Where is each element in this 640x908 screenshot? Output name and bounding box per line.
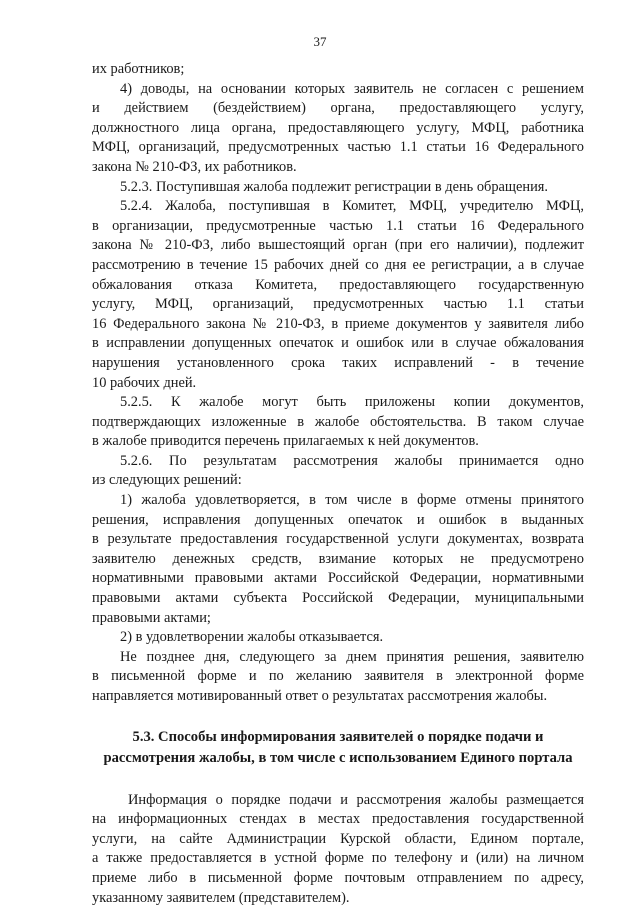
paragraph — [92, 791, 584, 908]
paragraphs — [92, 60, 584, 707]
paragraph — [92, 491, 584, 628]
paragraph — [92, 452, 584, 491]
text-line: в результате предоставления государственной услуги документах, возврата — [92, 531, 584, 548]
text-line: указанному заявителем (представителем). — [92, 889, 350, 906]
final-paragraph — [92, 791, 584, 908]
paragraph — [92, 628, 584, 648]
text-line: на информационных стендах в местах предоставления государственной — [92, 811, 584, 828]
text-line: рассмотрению в течение 15 рабочих дней со дня ее регистрации, а в случае — [92, 256, 584, 273]
spacer — [92, 769, 584, 791]
text-line: и действием (бездействием) органа, предоставляющего услугу, — [92, 100, 584, 117]
text-line: правовыми актами субъекта Российской Федерации, муниципальными — [92, 590, 584, 607]
section-heading-line-1: 5.3. Способы информирования заявителей о порядке подачи и — [132, 728, 544, 745]
paragraph — [92, 178, 584, 198]
text-line: в исправлении допущенных опечаток и ошибок или в случае обжалования — [92, 335, 584, 352]
paragraph — [92, 80, 584, 178]
paragraph — [92, 648, 584, 707]
text-line: должностного лица органа, предоставляющего услугу, МФЦ, работника — [92, 119, 584, 136]
text-line: направляется мотивированный ответ о результатах рассмотрения жалобы. — [92, 688, 548, 704]
text-line: 2) в удовлетворении жалобы отказывается. — [120, 629, 384, 646]
text-line: в письменной форме и по желанию заявителя в электронной форме — [92, 668, 584, 685]
text-line: нормативными правовыми актами Российской Федерации, нормативными — [92, 570, 584, 587]
text-line: 5.2.6. По результатам рассмотрения жалобы принимается одно — [120, 452, 584, 469]
paragraph — [92, 60, 584, 80]
text-line: услуги, на сайте Администрации Курской области, Едином портале, — [92, 830, 584, 847]
text-line: 10 рабочих дней. — [92, 374, 197, 391]
text-line: услугу, МФЦ, организаций, предусмотренных частью 1.1 статьи — [92, 296, 584, 313]
text-line: 5.2.3. Поступившая жалоба подлежит регистрации в день обращения. — [120, 178, 549, 195]
page-number: 37 — [313, 34, 327, 49]
text-line: 1) жалоба удовлетворяется, в том числе в форме отмены принятого — [120, 492, 584, 509]
text-line: в организации, предусмотренные частью 1.1 статьи 16 Федерального — [92, 217, 584, 234]
text-line: закона № 210-ФЗ, их работников. — [92, 158, 297, 175]
text-line: Информация о порядке подачи и рассмотрения жалобы размещается — [128, 791, 584, 808]
text-line: 4) доводы, на основании которых заявитель не согласен с решением — [120, 80, 584, 97]
paragraph — [92, 197, 584, 393]
text-line: подтверждающих изложенные в жалобе обстоятельства. В таком случае — [92, 413, 584, 430]
section-heading-line-2: рассмотрения жалобы, в том числе с использованием Единого портала — [103, 749, 573, 766]
text-line: заявителю денежных средств, взимание которых не предусмотрено — [92, 550, 584, 567]
spacer — [92, 707, 584, 727]
paragraph — [92, 393, 584, 452]
document-body — [92, 60, 584, 908]
text-line: решения, исправления допущенных опечаток и ошибок в выданных — [92, 511, 584, 528]
text-line: закона № 210-ФЗ, либо вышестоящий орган (при его наличии), подлежит — [92, 237, 584, 254]
text-line: а также предоставляется в устной форме по телефону и (или) на личном — [92, 850, 584, 867]
text-line: Не позднее дня, следующего за днем принятия решения, заявителю — [120, 648, 584, 665]
text-line: из следующих решений: — [92, 472, 242, 489]
text-line: 5.2.5. К жалобе могут быть приложены копии документов, — [120, 394, 584, 411]
text-line: приеме либо в письменной форме почтовым отправлением по адресу, — [92, 869, 584, 886]
text-line: обжалования отказа Комитета, предоставляющего государственную — [92, 276, 584, 293]
text-line: нарушения установленного срока таких исправлений - в течение — [92, 354, 584, 371]
text-line: 16 Федерального закона № 210-ФЗ, в приеме документов у заявителя либо — [92, 315, 584, 332]
section-heading — [92, 727, 584, 769]
text-line: их работников; — [92, 61, 185, 77]
text-line: 5.2.4. Жалоба, поступившая в Комитет, МФЦ, учредителю МФЦ, — [120, 198, 584, 215]
text-line: МФЦ, организаций, предусмотренных частью 1.1 статьи 16 Федерального — [92, 139, 584, 156]
text-line: правовыми актами; — [92, 609, 211, 626]
text-line: в жалобе приводится перечень прилагаемых к ней документов. — [92, 433, 479, 450]
